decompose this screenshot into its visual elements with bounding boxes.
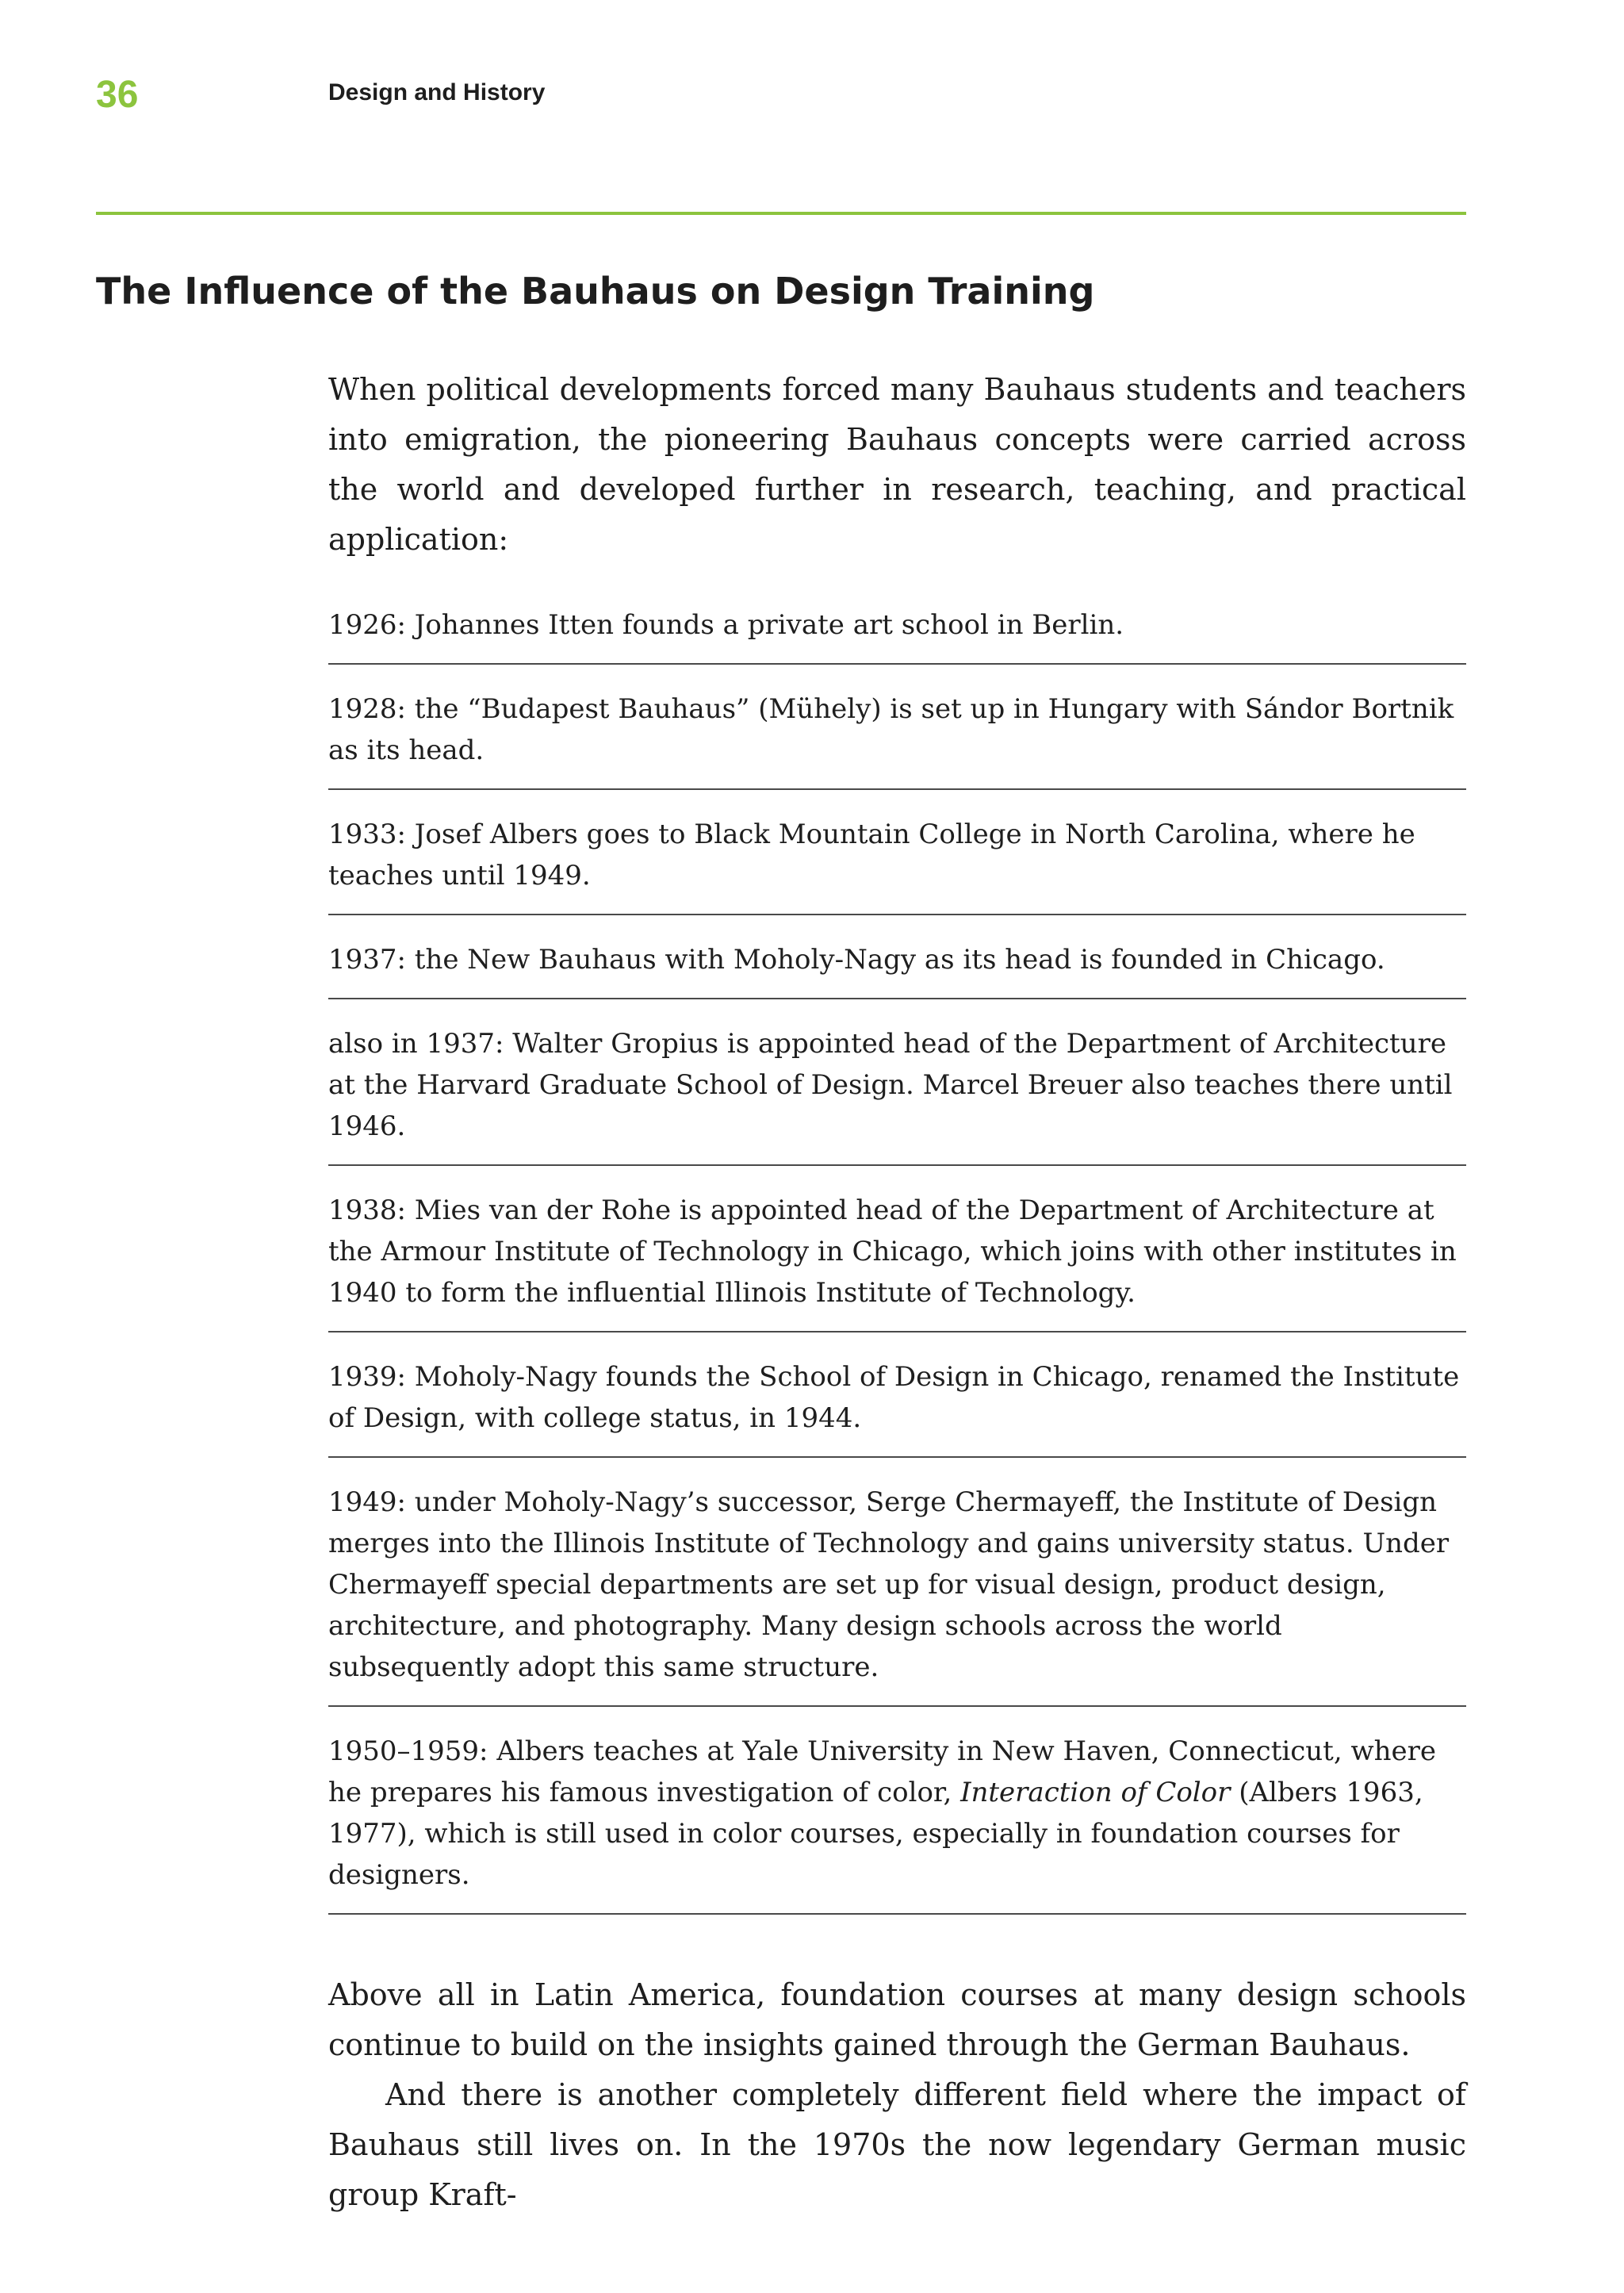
timeline-item-1926: 1926: Johannes Itten founds a private art school in Berlin.	[328, 604, 1466, 665]
timeline-item-1928: 1928: the “Budapest Bauhaus” (Mühely) is set up in Hungary with Sándor Bortnik as its head.	[328, 688, 1466, 790]
section-heading: The Influence of the Bauhaus on Design Training	[96, 270, 1095, 313]
page-number: 36	[96, 74, 139, 116]
timeline-item-1950-1959	[328, 1731, 1466, 1915]
closing-paragraph-2: And there is another completely different field where the impact of Bauhaus still lives on. In the 1970s the now legendary German music group Kraft-	[328, 2077, 1466, 2212]
running-header: Design and History	[328, 79, 546, 105]
timeline-item-1933: 1933: Josef Albers goes to Black Mountain College in North Carolina, where he teaches until 1949.	[328, 814, 1466, 915]
timeline-item-1938: 1938: Mies van der Rohe is appointed head of the Department of Architecture at the Armour Institute of Technology in Chicago, which joins with other institutes in 1940 to form the influential Illinois Institute of Technology.	[328, 1190, 1466, 1332]
timeline-item-1949: 1949: under Moholy-Nagy’s successor, Serge Chermayeff, the Institute of Design merges into the Illinois Institute of Technology and gains university status. Under Chermayeff special departments are set up for visual design, product design, architecture, and photography. Many design schools across the world subsequently adopt this same structure.	[328, 1482, 1466, 1707]
header-rule	[96, 212, 1466, 215]
timeline-text-before: 1950–1959: Albers teaches at Yale University in New Haven, Connecticut, where he prepares his famous investigation of color,	[328, 1735, 1436, 1808]
timeline-list	[328, 604, 1466, 1915]
timeline-item-1937-gropius: also in 1937: Walter Gropius is appointed head of the Department of Architecture at the Harvard Graduate School of Design. Marcel Breuer also teaches there until 1946.	[328, 1023, 1466, 1166]
timeline-item-1939: 1939: Moholy-Nagy founds the School of Design in Chicago, renamed the Institute of Design, with college status, in 1944.	[328, 1356, 1466, 1458]
intro-paragraph: When political developments forced many Bauhaus students and teachers into emigration, the pioneering Bauhaus concepts were carried across the world and developed further in research, teaching, and practical application:	[328, 372, 1466, 557]
timeline-text-after: (Albers 1963, 1977), which is still used in color courses, especially in foundation courses for designers.	[328, 1777, 1423, 1891]
book-title: Interaction of Color	[960, 1777, 1231, 1808]
closing-paragraph-1: Above all in Latin America, foundation courses at many design schools continue to build on the insights gained through the German Bauhaus.	[328, 1977, 1466, 2062]
timeline-item-1937: 1937: the New Bauhaus with Moholy-Nagy as its head is founded in Chicago.	[328, 939, 1466, 999]
main-content	[328, 365, 1466, 2220]
